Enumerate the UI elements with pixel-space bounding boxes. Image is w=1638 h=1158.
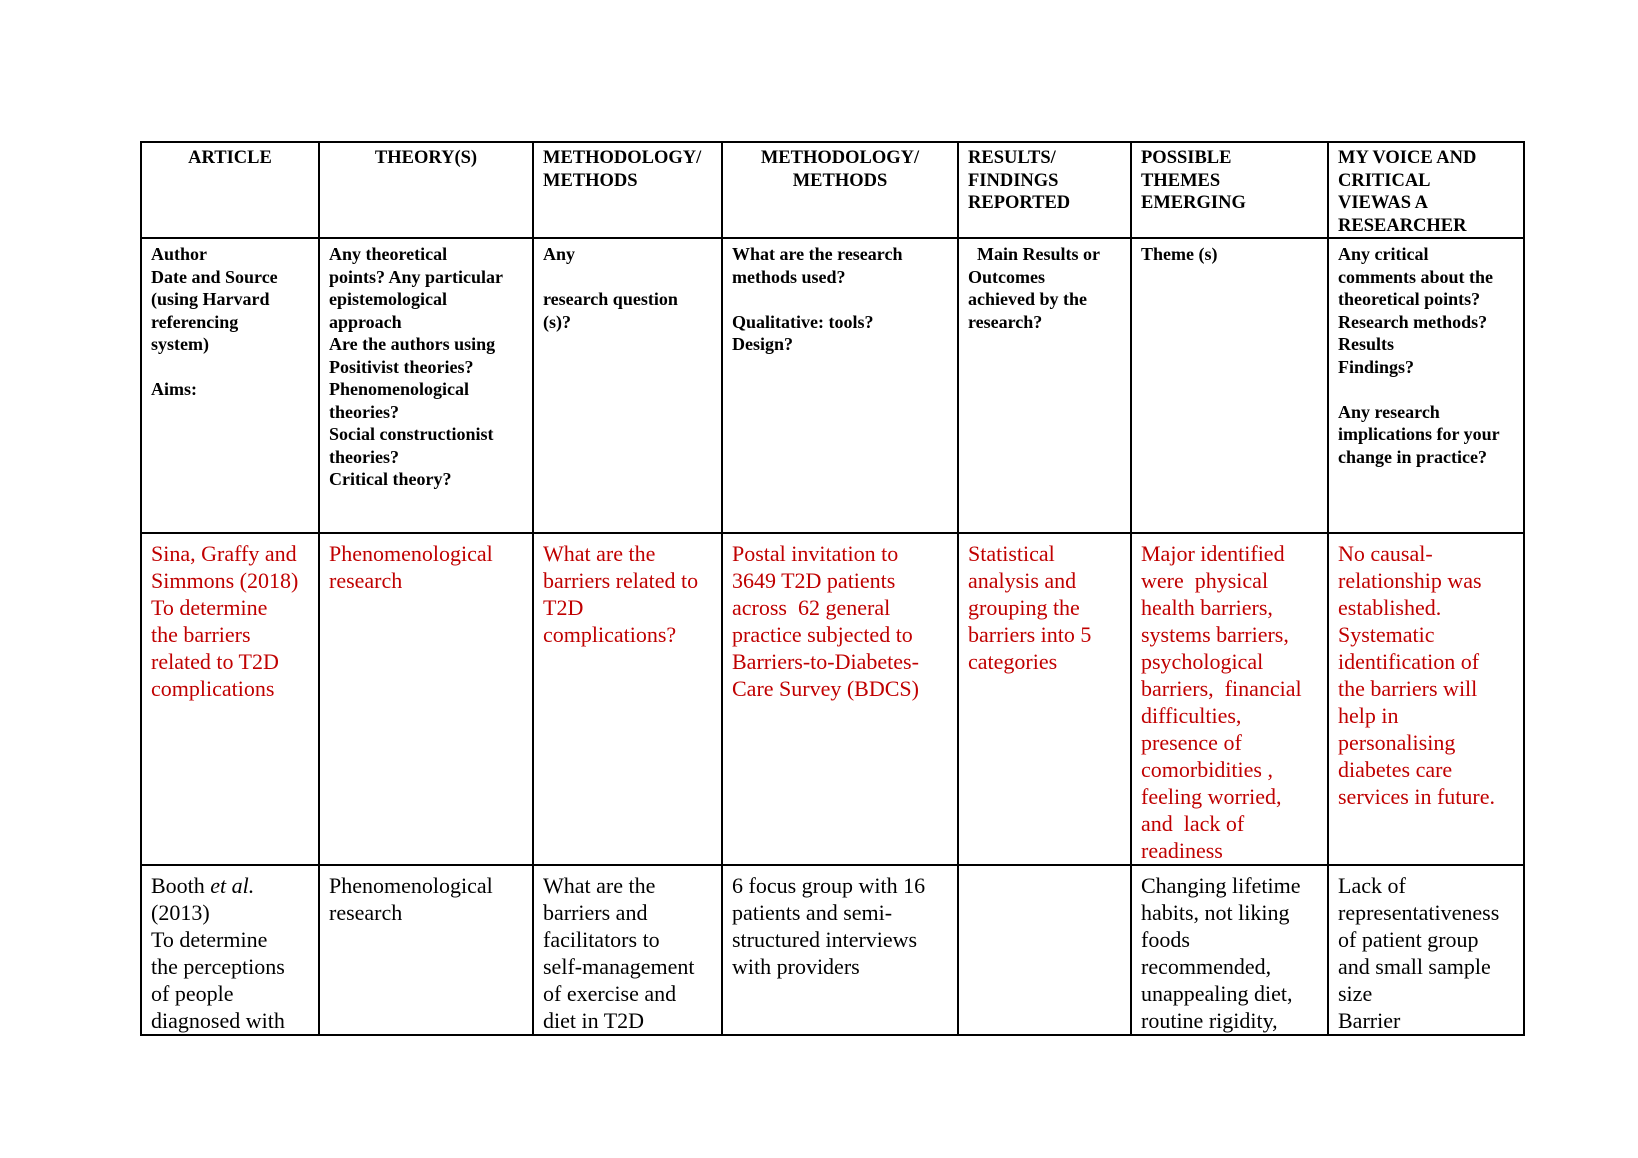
guidance-methodology-2 xyxy=(722,238,958,533)
text-line: the barriers xyxy=(151,622,251,647)
text-line: established. xyxy=(1338,595,1442,620)
row2-themes xyxy=(1131,865,1328,1035)
text-line: What are the research xyxy=(732,244,903,264)
text-line: barriers, financial xyxy=(1141,676,1302,701)
text-line: T2D xyxy=(543,595,584,620)
text-line: presence of xyxy=(1141,730,1242,755)
text-line: structured interviews xyxy=(732,927,918,952)
text-line: diabetes care xyxy=(1338,757,1453,782)
text-line: the perceptions xyxy=(151,954,285,979)
text-line: achieved by the xyxy=(968,289,1087,309)
text-line: research question xyxy=(543,289,678,309)
text-line: THEORY(S) xyxy=(374,148,478,168)
header-row xyxy=(141,142,1524,238)
table-row xyxy=(141,865,1524,1035)
header-theory xyxy=(319,142,533,238)
text-line: (s)? xyxy=(543,311,571,332)
row1-voice xyxy=(1328,533,1524,865)
text-line: METHODOLOGY/ xyxy=(543,148,702,168)
text-line: with providers xyxy=(732,954,860,979)
row2-article-lines xyxy=(151,899,309,1034)
text-line: the barriers will xyxy=(1338,676,1478,701)
text-line: Findings? xyxy=(1338,356,1415,377)
text-line: VIEWAS A xyxy=(1338,193,1428,213)
text-line: (using Harvard xyxy=(151,289,270,309)
text-line: practice subjected to xyxy=(732,622,913,647)
header-themes xyxy=(1131,142,1328,238)
guidance-themes xyxy=(1131,238,1328,533)
text-line: To determine xyxy=(151,595,268,620)
text-line: referencing xyxy=(151,311,239,332)
text-line: recommended, xyxy=(1141,954,1272,979)
text-line: epistemological xyxy=(329,289,447,309)
text-line: across 62 general xyxy=(732,595,891,620)
text-line: methods used? xyxy=(732,266,846,287)
text-line: size xyxy=(1338,981,1373,1006)
text-line: comments about the xyxy=(1338,266,1493,287)
table-row xyxy=(141,533,1524,865)
text-line: Postal invitation to xyxy=(732,541,899,566)
text-line: Research methods? xyxy=(1338,311,1488,332)
text-line: Social constructionist xyxy=(329,424,494,444)
text-line: METHODS xyxy=(543,170,638,191)
text-line: complications xyxy=(151,676,275,701)
text-line: facilitators to xyxy=(543,927,660,952)
guidance-methodology-1 xyxy=(533,238,722,533)
text-line: of people xyxy=(151,981,234,1006)
text-line: Major identified xyxy=(1141,541,1285,566)
text-line: THEMES xyxy=(1141,170,1221,191)
text-line: (2013) xyxy=(151,900,210,925)
text-line: FINDINGS xyxy=(968,170,1059,191)
text-line: Phenomenological xyxy=(329,873,493,898)
text-line: personalising xyxy=(1338,730,1456,755)
row2-article-author-line xyxy=(151,872,309,899)
text-line: system) xyxy=(151,334,209,354)
text-line: Are the authors using xyxy=(329,334,496,354)
text-line: barriers related to xyxy=(543,568,699,593)
row1-article xyxy=(141,533,319,865)
blank-line xyxy=(732,288,948,311)
text-line: patients and semi- xyxy=(732,900,893,925)
row2-methodology-1 xyxy=(533,865,722,1035)
guidance-row xyxy=(141,238,1524,533)
text-line: MY VOICE AND xyxy=(1338,148,1477,168)
text-line: Sina, Graffy and xyxy=(151,541,297,566)
text-line: Any critical xyxy=(1338,244,1429,264)
literature-review-table xyxy=(140,141,1525,1036)
row1-methodology-1 xyxy=(533,533,722,865)
text-line: barriers and xyxy=(543,900,648,925)
text-line: Qualitative: tools? xyxy=(732,311,874,332)
text-line: No causal- xyxy=(1338,541,1433,566)
text-line: foods xyxy=(1141,927,1190,952)
text-line: 6 focus group with 16 xyxy=(732,873,926,898)
text-line: complications? xyxy=(543,622,677,647)
row2-article xyxy=(141,865,319,1035)
text-line: Author xyxy=(151,244,208,264)
text-line: categories xyxy=(968,649,1058,674)
text-line: approach xyxy=(329,311,402,332)
text-line: grouping the xyxy=(968,595,1080,620)
text-line: change in practice? xyxy=(1338,446,1487,467)
header-results xyxy=(958,142,1131,238)
text-line: Any xyxy=(543,244,576,264)
text-line: barriers into 5 xyxy=(968,622,1092,647)
row2-author-name: Booth xyxy=(151,873,211,898)
text-line: of exercise and xyxy=(543,981,677,1006)
text-line: Aims: xyxy=(151,379,197,399)
text-line: readiness xyxy=(1141,838,1223,863)
text-line: Results xyxy=(1338,334,1395,354)
text-line: research? xyxy=(968,311,1043,332)
text-line: implications for your xyxy=(1338,424,1500,444)
text-line: What are the xyxy=(543,873,656,898)
guidance-results xyxy=(958,238,1131,533)
text-line: relationship was xyxy=(1338,568,1482,593)
blank-line xyxy=(1338,378,1514,401)
text-line: Phenomenological xyxy=(329,541,493,566)
text-line: Barriers-to-Diabetes- xyxy=(732,649,919,674)
row1-themes xyxy=(1131,533,1328,865)
header-methodology-1 xyxy=(533,142,722,238)
text-line: research xyxy=(329,900,403,925)
row2-voice xyxy=(1328,865,1524,1035)
text-line: Care Survey (BDCS) xyxy=(732,676,919,701)
text-line: difficulties, xyxy=(1141,703,1242,728)
row2-results xyxy=(958,865,1131,1035)
text-line: Design? xyxy=(732,334,794,354)
guidance-voice xyxy=(1328,238,1524,533)
text-line: psychological xyxy=(1141,649,1264,674)
text-line: systems barriers, xyxy=(1141,622,1289,647)
text-line: REPORTED xyxy=(968,193,1071,213)
text-line: routine rigidity, xyxy=(1141,1008,1278,1033)
text-line: Critical theory? xyxy=(329,469,452,489)
text-line: Any theoretical xyxy=(329,244,448,264)
text-line: Systematic xyxy=(1338,622,1435,647)
text-line: unappealing diet, xyxy=(1141,981,1293,1006)
header-methodology-2 xyxy=(722,142,958,238)
text-line: feeling worried, xyxy=(1141,784,1282,809)
row1-methodology-2 xyxy=(722,533,958,865)
text-line: CRITICAL xyxy=(1338,170,1431,191)
text-line: diagnosed with xyxy=(151,1008,285,1033)
row2-theory xyxy=(319,865,533,1035)
text-line: representativeness xyxy=(1338,900,1500,925)
text-line: identification of xyxy=(1338,649,1480,674)
row2-author-etal: et al. xyxy=(210,873,255,898)
header-voice xyxy=(1328,142,1524,238)
text-line: diet in T2D xyxy=(543,1008,645,1033)
header-article xyxy=(141,142,319,238)
text-line: health barriers, xyxy=(1141,595,1273,620)
text-line: and small sample xyxy=(1338,954,1491,979)
text-line: To determine xyxy=(151,927,268,952)
text-line: EMERGING xyxy=(1141,193,1246,213)
text-line: Theme (s) xyxy=(1141,244,1218,264)
text-line: METHODS xyxy=(792,170,888,191)
text-line: Main Results or xyxy=(968,244,1100,264)
text-line: Changing lifetime xyxy=(1141,873,1301,898)
text-line: Lack of xyxy=(1338,873,1406,898)
blank-line xyxy=(543,266,712,289)
text-line: related to T2D xyxy=(151,649,279,674)
text-line: Statistical xyxy=(968,541,1055,566)
text-line: RESEARCHER xyxy=(1338,215,1467,236)
guidance-article xyxy=(141,238,319,533)
text-line: self-management xyxy=(543,954,695,979)
guidance-theory xyxy=(319,238,533,533)
text-line: Phenomenological xyxy=(329,379,469,399)
blank-line xyxy=(151,356,309,379)
text-line: services in future. xyxy=(1338,784,1495,809)
text-line: help in xyxy=(1338,703,1399,728)
text-line: Any research xyxy=(1338,401,1440,422)
text-line: What are the xyxy=(543,541,656,566)
row2-methodology-2 xyxy=(722,865,958,1035)
text-line: theories? xyxy=(329,401,399,422)
row1-results xyxy=(958,533,1131,865)
text-line: Barrier xyxy=(1338,1008,1401,1033)
text-line: RESULTS/ xyxy=(968,148,1056,168)
text-line: 3649 T2D patients xyxy=(732,568,896,593)
text-line: comorbidities , xyxy=(1141,757,1273,782)
text-line: points? Any particular xyxy=(329,266,504,287)
text-line: Positivist theories? xyxy=(329,356,474,377)
text-line: of patient group xyxy=(1338,927,1479,952)
text-line: POSSIBLE xyxy=(1141,148,1232,168)
text-line: METHODOLOGY/ xyxy=(760,148,920,168)
row1-theory xyxy=(319,533,533,865)
text-line: analysis and xyxy=(968,568,1077,593)
text-line: theories? xyxy=(329,446,399,467)
text-line: Outcomes xyxy=(968,266,1045,287)
text-line: theoretical points? xyxy=(1338,289,1481,309)
text-line: research xyxy=(329,568,403,593)
text-line: and lack of xyxy=(1141,811,1245,836)
text-line: habits, not liking xyxy=(1141,900,1290,925)
text-line: were physical xyxy=(1141,568,1269,593)
text-line: ARTICLE xyxy=(188,148,272,168)
text-line: Date and Source xyxy=(151,266,278,287)
text-line: Simmons (2018) xyxy=(151,568,299,593)
